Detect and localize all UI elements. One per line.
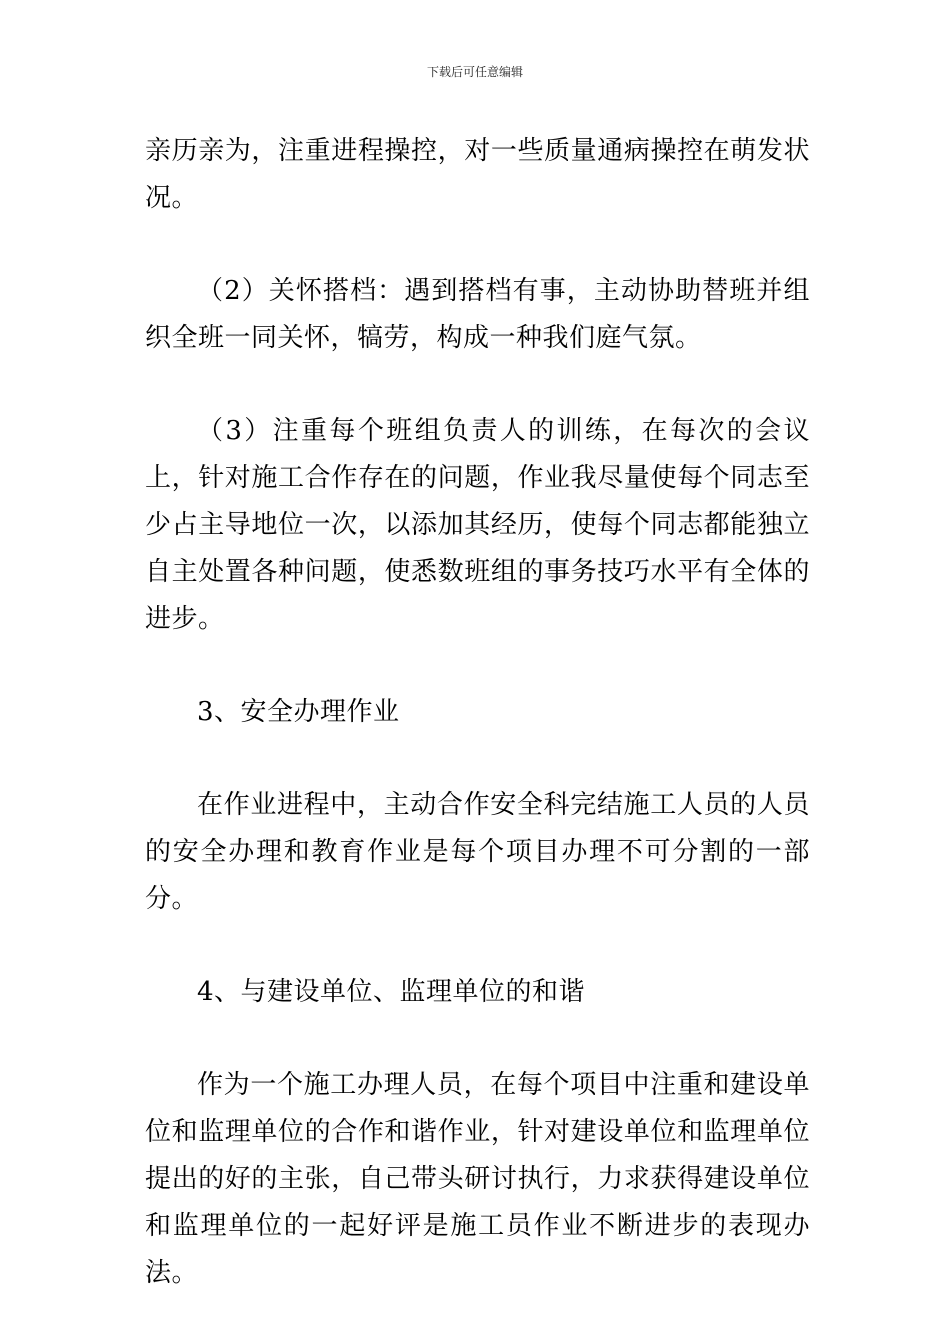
paragraph-coordination: 作为一个施工办理人员，在每个项目中注重和建设单位和监理单位的合作和谐作业，针对建设单位和监理单位提出的好的主张，自己带头研讨执行，力求获得建设单位和监理单位的一起好评是施工员作业不断进步的表现办法。 <box>145 1070 810 1288</box>
paragraph-team-leader-training: （3）注重每个班组负责人的训练，在每次的会议上，针对施工合作存在的问题，作业我尽量使每个同志至少占主导地位一次，以添加其经历，使每个同志都能独立自主处置各种问题，使悉数班组的事务技巧水平有全体的进步。 <box>145 416 810 634</box>
document-body <box>145 128 810 1297</box>
paragraph-care-partners: （2）关怀搭档：遇到搭档有事，主动协助替班并组织全班一同关怀，犒劳，构成一种我们庭气氛。 <box>145 276 810 353</box>
section-heading-coordination: 4、与建设单位、监理单位的和谐 <box>197 977 586 1007</box>
paragraph-safety-work: 在作业进程中，主动合作安全科完结施工人员的人员的安全办理和教育作业是每个项目办理不可分割的一部分。 <box>145 790 810 914</box>
page-header: 下载后可任意编辑 <box>426 65 523 79</box>
section-heading-safety: 3、安全办理作业 <box>197 697 400 727</box>
paragraph-continuation: 亲历亲为，注重进程操控，对一些质量通病操控在萌发状况。 <box>145 136 810 213</box>
